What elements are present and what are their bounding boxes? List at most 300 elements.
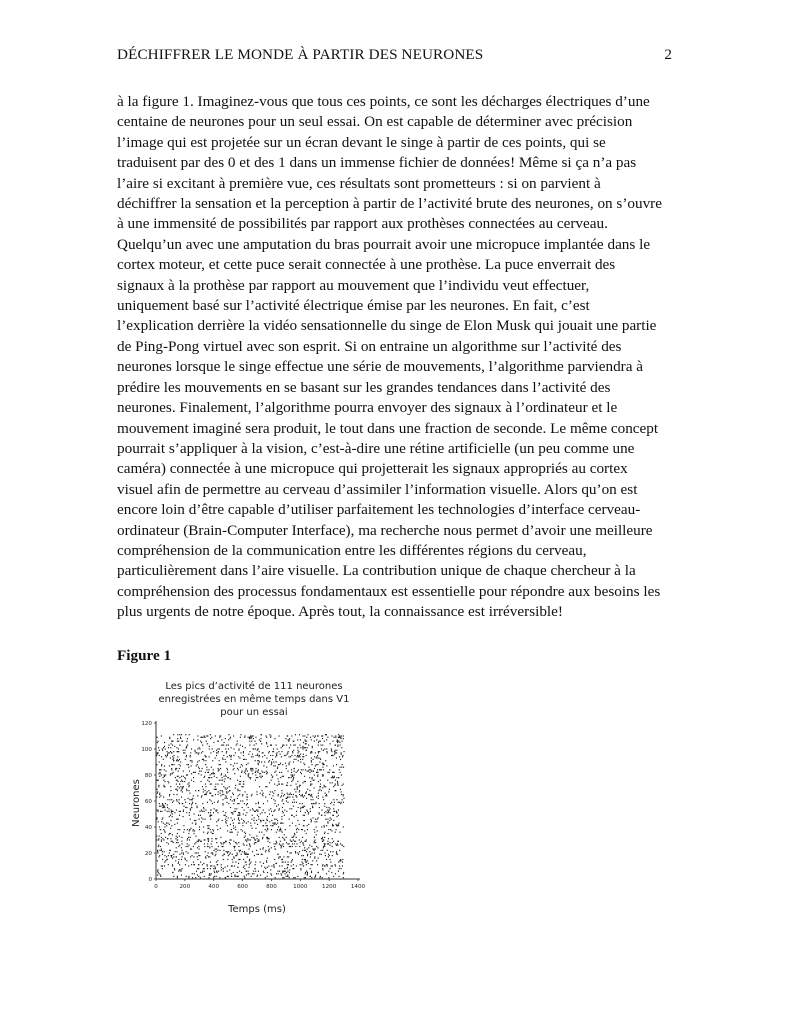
spike-point (332, 772, 333, 773)
spike-point (343, 735, 344, 736)
spike-point (266, 758, 267, 759)
spike-point (257, 777, 258, 778)
spike-point (196, 765, 197, 766)
spike-point (225, 877, 226, 878)
spike-point (208, 846, 209, 847)
spike-point (192, 830, 193, 831)
spike-point (327, 850, 328, 851)
spike-point (307, 860, 308, 861)
spike-point (177, 751, 178, 752)
spike-point (243, 781, 244, 782)
y-tick-label: 120 (141, 721, 152, 727)
spike-point (271, 780, 272, 781)
spike-point (172, 741, 173, 742)
spike-point (322, 869, 323, 870)
spike-point (278, 804, 279, 805)
spike-point (277, 823, 278, 824)
spike-point (220, 828, 221, 829)
spike-point (241, 764, 242, 765)
spike-point (167, 807, 168, 808)
spike-point (251, 735, 252, 736)
spike-point (176, 747, 177, 748)
spike-point (223, 850, 224, 851)
spike-point (258, 802, 259, 803)
spike-point (302, 803, 303, 804)
spike-point (272, 815, 273, 816)
spike-point (295, 825, 296, 826)
spike-point (325, 855, 326, 856)
spike-point (237, 867, 238, 868)
spike-point (197, 841, 198, 842)
spike-point (252, 735, 253, 736)
spike-point (306, 862, 307, 863)
spike-point (213, 812, 214, 813)
spike-point (257, 750, 258, 751)
spike-point (188, 877, 189, 878)
spike-point (169, 737, 170, 738)
spike-point (255, 803, 256, 804)
spike-point (317, 830, 318, 831)
spike-point (303, 763, 304, 764)
spike-point (290, 785, 291, 786)
spike-point (178, 859, 179, 860)
spike-point (336, 752, 337, 753)
spike-point (197, 764, 198, 765)
spike-point (175, 838, 176, 839)
spike-point (244, 854, 245, 855)
spike-point (294, 771, 295, 772)
spike-point (189, 771, 190, 772)
spike-point (180, 786, 181, 787)
spike-point (257, 824, 258, 825)
spike-point (275, 843, 276, 844)
spike-point (286, 872, 287, 873)
spike-point (217, 802, 218, 803)
spike-point (205, 784, 206, 785)
x-tick-label: 1400 (350, 884, 366, 890)
spike-point (182, 741, 183, 742)
spike-point (256, 743, 257, 744)
spike-point (158, 752, 159, 753)
spike-point (187, 838, 188, 839)
spike-point (317, 872, 318, 873)
spike-point (299, 791, 300, 792)
spike-point (172, 745, 173, 746)
spike-point (341, 774, 342, 775)
spike-point (289, 747, 290, 748)
spike-point (255, 760, 256, 761)
spike-point (197, 735, 198, 736)
spike-point (207, 846, 208, 847)
spike-point (279, 843, 280, 844)
spike-point (342, 764, 343, 765)
spike-point (173, 760, 174, 761)
spike-point (162, 804, 163, 805)
spike-point (331, 802, 332, 803)
spike-point (177, 790, 178, 791)
spike-point (250, 823, 251, 824)
spike-point (338, 734, 339, 735)
spike-point (244, 803, 245, 804)
spike-point (337, 739, 338, 740)
spike-point (180, 738, 181, 739)
spike-point (251, 737, 252, 738)
spike-point (293, 839, 294, 840)
spike-point (186, 755, 187, 756)
spike-point (245, 839, 246, 840)
spike-point (179, 869, 180, 870)
spike-point (255, 780, 256, 781)
spike-point (176, 847, 177, 848)
spike-point (201, 841, 202, 842)
spike-point (209, 777, 210, 778)
spike-point (307, 829, 308, 830)
spike-point (291, 735, 292, 736)
spike-point (297, 852, 298, 853)
spike-point (277, 752, 278, 753)
spike-point (231, 865, 232, 866)
spike-point (318, 751, 319, 752)
spike-point (198, 855, 199, 856)
spike-point (161, 849, 162, 850)
spike-point (209, 748, 210, 749)
spike-point (214, 773, 215, 774)
spike-point (311, 794, 312, 795)
spike-point (267, 800, 268, 801)
spike-point (334, 754, 335, 755)
spike-point (189, 839, 190, 840)
spike-point (200, 737, 201, 738)
spike-point (257, 841, 258, 842)
spike-point (247, 856, 248, 857)
spike-point (238, 795, 239, 796)
spike-point (225, 738, 226, 739)
spike-point (267, 838, 268, 839)
spike-point (266, 837, 267, 838)
spike-point (287, 867, 288, 868)
spike-point (326, 873, 327, 874)
spike-point (245, 815, 246, 816)
spike-point (187, 745, 188, 746)
spike-point (324, 812, 325, 813)
spike-point (250, 778, 251, 779)
spike-point (322, 837, 323, 838)
spike-point (260, 813, 261, 814)
spike-point (218, 800, 219, 801)
spike-point (255, 842, 256, 843)
spike-point (168, 843, 169, 844)
spike-point (297, 820, 298, 821)
spike-point (252, 754, 253, 755)
spike-point (293, 836, 294, 837)
spike-point (331, 751, 332, 752)
spike-point (204, 794, 205, 795)
spike-point (304, 825, 305, 826)
spike-point (324, 786, 325, 787)
spike-point (258, 764, 259, 765)
spike-point (159, 797, 160, 798)
spike-point (262, 752, 263, 753)
spike-point (297, 756, 298, 757)
spike-point (161, 735, 162, 736)
spike-point (227, 871, 228, 872)
spike-point (248, 737, 249, 738)
spike-point (282, 776, 283, 777)
spike-point (251, 795, 252, 796)
spike-point (172, 773, 173, 774)
spike-point (333, 765, 334, 766)
spike-point (293, 877, 294, 878)
spike-point (340, 868, 341, 869)
spike-point (243, 752, 244, 753)
spike-point (324, 845, 325, 846)
spike-point (235, 862, 236, 863)
spike-point (320, 745, 321, 746)
spike-point (305, 793, 306, 794)
spike-point (336, 812, 337, 813)
spike-point (195, 820, 196, 821)
spike-point (320, 850, 321, 851)
spike-point (237, 763, 238, 764)
spike-point (182, 786, 183, 787)
spike-point (227, 772, 228, 773)
spike-point (335, 745, 336, 746)
spike-point (283, 843, 284, 844)
spike-point (324, 852, 325, 853)
spike-point (225, 867, 226, 868)
spike-point (167, 781, 168, 782)
spike-point (304, 764, 305, 765)
spike-point (338, 802, 339, 803)
spike-point (317, 755, 318, 756)
spike-point (301, 807, 302, 808)
spike-point (237, 741, 238, 742)
spike-point (172, 802, 173, 803)
spike-point (202, 768, 203, 769)
x-tick-label: 800 (266, 884, 277, 890)
spike-point (215, 868, 216, 869)
spike-point (289, 756, 290, 757)
spike-point (283, 846, 284, 847)
spike-point (233, 769, 234, 770)
spike-point (250, 862, 251, 863)
spike-point (240, 745, 241, 746)
spike-point (328, 854, 329, 855)
spike-point (263, 871, 264, 872)
spike-point (248, 763, 249, 764)
spike-point (231, 755, 232, 756)
spike-point (303, 807, 304, 808)
spike-point (281, 819, 282, 820)
spike-point (252, 808, 253, 809)
spike-point (321, 838, 322, 839)
spike-point (332, 846, 333, 847)
spike-point (282, 837, 283, 838)
spike-point (170, 833, 171, 834)
spike-point (231, 832, 232, 833)
spike-point (282, 745, 283, 746)
spike-point (283, 838, 284, 839)
spike-point (262, 772, 263, 773)
spike-point (238, 819, 239, 820)
spike-point (178, 846, 179, 847)
spike-point (182, 850, 183, 851)
spike-point (297, 789, 298, 790)
spike-point (197, 875, 198, 876)
spike-point (269, 838, 270, 839)
spike-point (317, 776, 318, 777)
spike-point (165, 755, 166, 756)
spike-point (300, 811, 301, 812)
body-line: traduisent par des 0 et des 1 dans un immense fichier de données! Même si ça n’a pas (117, 154, 637, 172)
spike-point (240, 784, 241, 785)
spike-point (335, 780, 336, 781)
spike-point (287, 802, 288, 803)
spike-point (173, 772, 174, 773)
spike-point (339, 756, 340, 757)
spike-point (320, 769, 321, 770)
spike-point (236, 808, 237, 809)
spike-point (159, 772, 160, 773)
spike-point (199, 829, 200, 830)
spike-point (329, 820, 330, 821)
spike-point (260, 793, 261, 794)
spike-point (253, 820, 254, 821)
spike-point (322, 865, 323, 866)
spike-point (172, 756, 173, 757)
spike-point (201, 810, 202, 811)
spike-point (200, 781, 201, 782)
spike-point (325, 819, 326, 820)
spike-point (232, 862, 233, 863)
running-head: DÉCHIFFRER LE MONDE À PARTIR DES NEURONES (117, 46, 484, 63)
spike-point (333, 799, 334, 800)
spike-point (203, 808, 204, 809)
spike-point (284, 810, 285, 811)
spike-point (314, 768, 315, 769)
spike-point (239, 851, 240, 852)
spike-point (171, 752, 172, 753)
spike-point (277, 767, 278, 768)
body-line: particulièrement dans l’aire visuelle. La contribution unique de chaque chercheur à la (117, 562, 636, 580)
spike-point (313, 735, 314, 736)
spike-point (225, 795, 226, 796)
spike-point (255, 864, 256, 865)
spike-point (181, 856, 182, 857)
spike-point (300, 795, 301, 796)
spike-point (289, 808, 290, 809)
spike-point (332, 824, 333, 825)
spike-point (222, 846, 223, 847)
spike-point (279, 856, 280, 857)
spike-point (195, 852, 196, 853)
spike-point (167, 799, 168, 800)
spike-point (236, 855, 237, 856)
spike-point (285, 763, 286, 764)
spike-point (282, 746, 283, 747)
spike-point (258, 769, 259, 770)
spike-point (318, 812, 319, 813)
spike-point (326, 864, 327, 865)
spike-point (230, 737, 231, 738)
spike-point (296, 784, 297, 785)
spike-point (246, 823, 247, 824)
spike-point (328, 843, 329, 844)
spike-point (272, 825, 273, 826)
spike-point (268, 851, 269, 852)
spike-point (198, 841, 199, 842)
spike-point (190, 808, 191, 809)
spike-point (277, 829, 278, 830)
spike-point (304, 877, 305, 878)
spike-point (254, 741, 255, 742)
spike-point (270, 737, 271, 738)
spike-point (192, 798, 193, 799)
spike-point (338, 815, 339, 816)
spike-point (295, 791, 296, 792)
spike-point (224, 778, 225, 779)
spike-point (289, 843, 290, 844)
spike-point (242, 823, 243, 824)
spike-point (203, 759, 204, 760)
spike-point (232, 793, 233, 794)
spike-point (303, 863, 304, 864)
spike-point (243, 755, 244, 756)
spike-point (292, 774, 293, 775)
spike-point (255, 748, 256, 749)
spike-point (199, 849, 200, 850)
spike-point (179, 784, 180, 785)
spike-point (253, 756, 254, 757)
spike-point (270, 808, 271, 809)
spike-point (237, 876, 238, 877)
spike-point (229, 842, 230, 843)
spike-point (274, 738, 275, 739)
spike-point (318, 858, 319, 859)
spike-point (262, 776, 263, 777)
spike-point (240, 737, 241, 738)
spike-point (164, 774, 165, 775)
spike-point (304, 747, 305, 748)
spike-point (238, 846, 239, 847)
spike-point (177, 823, 178, 824)
spike-point (267, 828, 268, 829)
spike-point (180, 737, 181, 738)
spike-point (197, 847, 198, 848)
spike-point (179, 734, 180, 735)
spike-point (191, 765, 192, 766)
spike-point (250, 768, 251, 769)
spike-point (198, 852, 199, 853)
spike-point (318, 735, 319, 736)
spike-point (292, 752, 293, 753)
spike-point (217, 829, 218, 830)
spike-point (177, 781, 178, 782)
spike-point (257, 754, 258, 755)
spike-point (215, 849, 216, 850)
spike-point (185, 859, 186, 860)
spike-point (165, 860, 166, 861)
spike-point (181, 797, 182, 798)
spike-point (281, 784, 282, 785)
spike-point (260, 738, 261, 739)
spike-point (316, 834, 317, 835)
body-line: encore loin d’être capable d’utiliser parfaitement les technologies d’interface cerveau- (117, 501, 641, 519)
spike-point (294, 755, 295, 756)
spike-point (157, 860, 158, 861)
spike-point (204, 819, 205, 820)
spike-point (222, 804, 223, 805)
